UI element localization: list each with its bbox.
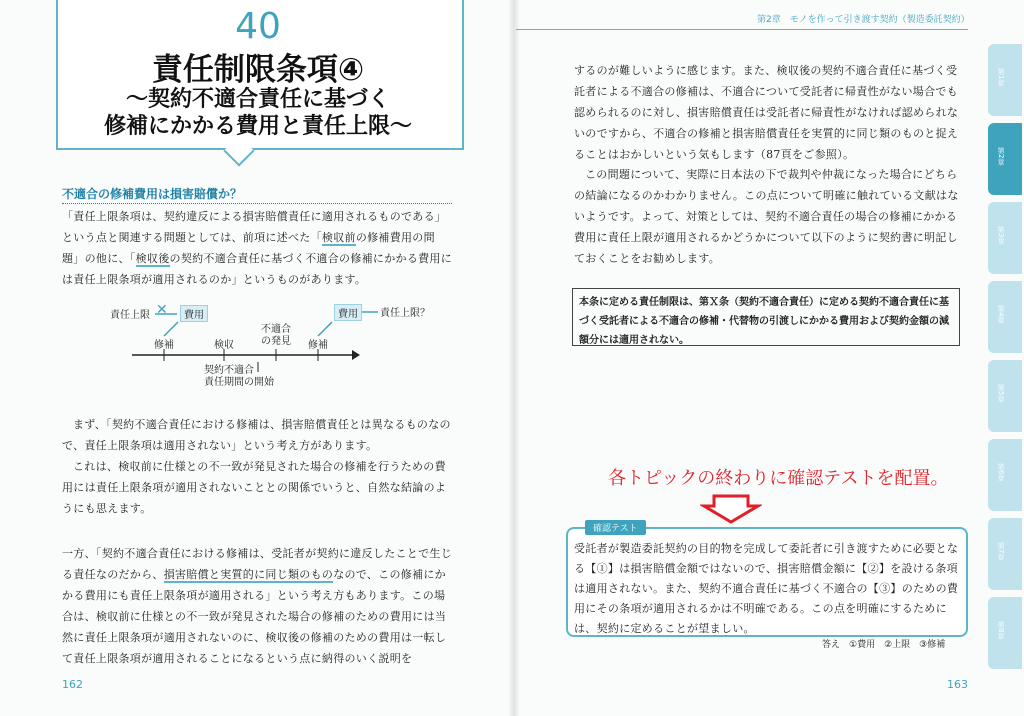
- tick-label-4: 修補: [308, 340, 328, 351]
- chapter-tab-7[interactable]: [988, 518, 1022, 590]
- paragraph-text: 一方、「契約不適合責任における修補は、受託者が契約に違反したことで生じる責任なのだから、: [62, 547, 452, 581]
- right-paragraph-1: するのが難しいように感じます。また、検収後の契約不適合責任に基づく受託者による不適合の修補は、不適合について受託者に帰責性がない場合でも認められるのに対し、損害賠償責任は受託者に帰責性がなければ認められないのですから、不適合の修補と損害賠償責任を実質的に同じ類のものと捉えることはおかしいという気もします（87頁をご参照）。: [574, 64, 959, 161]
- chapter-tab-8[interactable]: [988, 597, 1022, 669]
- tick-label-3: 不適合 の発見: [261, 324, 291, 347]
- chapter-tab-6[interactable]: [988, 439, 1022, 511]
- chapter-tab-label: 第2章: [997, 147, 1005, 166]
- section-heading: 不適合の修補費用は損害賠償か？: [62, 187, 243, 201]
- down-arrow-shape: [704, 496, 758, 522]
- chapter-tab-5[interactable]: [988, 360, 1022, 432]
- chapter-tab-4[interactable]: [988, 281, 1022, 353]
- chapter-tab-label: 第6章: [997, 463, 1005, 482]
- chapter-tab-3[interactable]: [988, 202, 1022, 274]
- annotation-callout: 各トピックの終わりに確認テストを配置。: [608, 468, 949, 489]
- paragraph-text: 「責任上限条項は、契約違反による損害賠償責任に適用されるものである」: [62, 210, 447, 223]
- left-page-number: 162: [62, 678, 83, 691]
- running-head: 第2章 モノを作って引き渡す契約（製造委託契約）: [757, 15, 970, 25]
- chapter-tab-label: 第3章: [997, 226, 1005, 245]
- right-paragraph-2: この問題について、実際に日本法の下で裁判や仲裁になった場合にどちらの結論になるのかわかりません。この点について明確に触れている文献はないようです。よって、対策としては、契約不適合責任の場合の修補にかかる費用に責任上限が適用されるかどうかについて以下のように契約書に明記しておくことをお勧めします。: [574, 168, 959, 265]
- topic-number: 40: [235, 6, 281, 47]
- cross-mark-icon: ✕: [156, 302, 168, 318]
- book-gutter: [508, 0, 520, 716]
- period-label: 契約不適合 責任期間の開始: [204, 365, 274, 388]
- chapter-tab-2[interactable]: [988, 123, 1022, 195]
- tick-label-2: 検収: [214, 340, 234, 351]
- highlighted-phrase: 検収前: [321, 231, 356, 244]
- left-cost-box: 費用: [180, 305, 208, 322]
- chapter-tab-label: 第1章: [997, 68, 1005, 87]
- right-page-number: 163: [947, 678, 968, 691]
- tick-label-1: 修補: [154, 340, 174, 351]
- chapter-tab-label: 第7章: [997, 542, 1005, 561]
- left-paragraph-3: これは、検収前に仕様との不一致が発見された場合の修補を行うための費用には責任上限条項が適用されないこととの関係でいうと、自然な結論のようにも思えます。: [62, 460, 447, 515]
- left-paragraph-4: [62, 543, 452, 669]
- quiz-tag: 確認テスト: [585, 520, 646, 535]
- paragraph-text: なので、この修補にかかる費用にも責任上限条項が適用される」という考え方もあります。この場合は、検収前に仕様との不一致が発見された場合の修補のための費用には当然に責任上限条項が適用されないのに、検収後の修補のための費用は一転して責任上限条項が適用されることになるという点に納得のいく説明を: [62, 568, 447, 665]
- left-paragraph-1: [62, 206, 452, 290]
- subtitle-line-1: ～契約不適合責任に基づく: [125, 87, 390, 112]
- left-cost-arrow: [164, 322, 178, 336]
- quiz-answers: 答え ①費用 ②上限 ③修補: [822, 640, 946, 650]
- left-limit-label: 責任上限: [110, 310, 150, 321]
- page-title: 責任制限条項④: [151, 52, 365, 88]
- timeline-diagram: [62, 300, 452, 395]
- chapter-tab-1[interactable]: [988, 44, 1022, 116]
- subtitle-line-2: 修補にかかる費用と責任上限～: [103, 114, 412, 139]
- right-cost-arrow: [318, 322, 332, 336]
- down-arrow-icon: [700, 494, 762, 524]
- chapter-tab-label: 第5章: [997, 384, 1005, 403]
- quiz-text: 受託者が製造委託契約の目的物を完成して委託者に引き渡すために必要となる【①】は損害賠償金額ではないので、損害賠償金額に【②】を設ける条項は適用されない。また、契約不適合責任に基づく不適合の【③】のための費用にその条項が適用されるかは不明確である。この点を明確にするためには、契約に定めることが望ましい。: [574, 542, 959, 635]
- chapter-tab-label: 第4章: [997, 305, 1005, 324]
- paragraph-text: の契約不適合責任に基づく不適合の修補にかかる費用には責任上限条項が適用されるのか」というものがあります。: [62, 252, 453, 286]
- chapter-tab-label: 第8章: [997, 621, 1005, 640]
- right-limit-label: 責任上限？: [380, 308, 430, 319]
- highlighted-phrase: 検収後: [135, 252, 170, 265]
- running-head-rule: [516, 29, 968, 30]
- section-rule: [62, 203, 452, 204]
- right-cost-box: 費用: [334, 304, 362, 321]
- paragraph-text: の修補費用の問題」の他に、「: [62, 231, 435, 265]
- contract-clause-box: 本条に定める責任制限は、第Ｘ条（契約不適合責任）に定める契約不適合責任に基づく受託者による不適合の修補・代替物の引渡しにかかる費用および契約金額の減額分には適用されない。: [572, 288, 960, 346]
- paragraph-text: という点と関連する問題としては、前項に述べた「: [62, 231, 322, 244]
- highlighted-phrase: 損害賠償と実質的に同じ類のもの: [163, 568, 334, 581]
- left-paragraph-2: まず、「契約不適合責任における修補は、損害賠償責任とは異なるものなので、責任上限条項は適用されない」という考え方があります。: [62, 418, 451, 452]
- timeline-arrowhead: [352, 350, 360, 360]
- page-subtitle: [56, 86, 460, 140]
